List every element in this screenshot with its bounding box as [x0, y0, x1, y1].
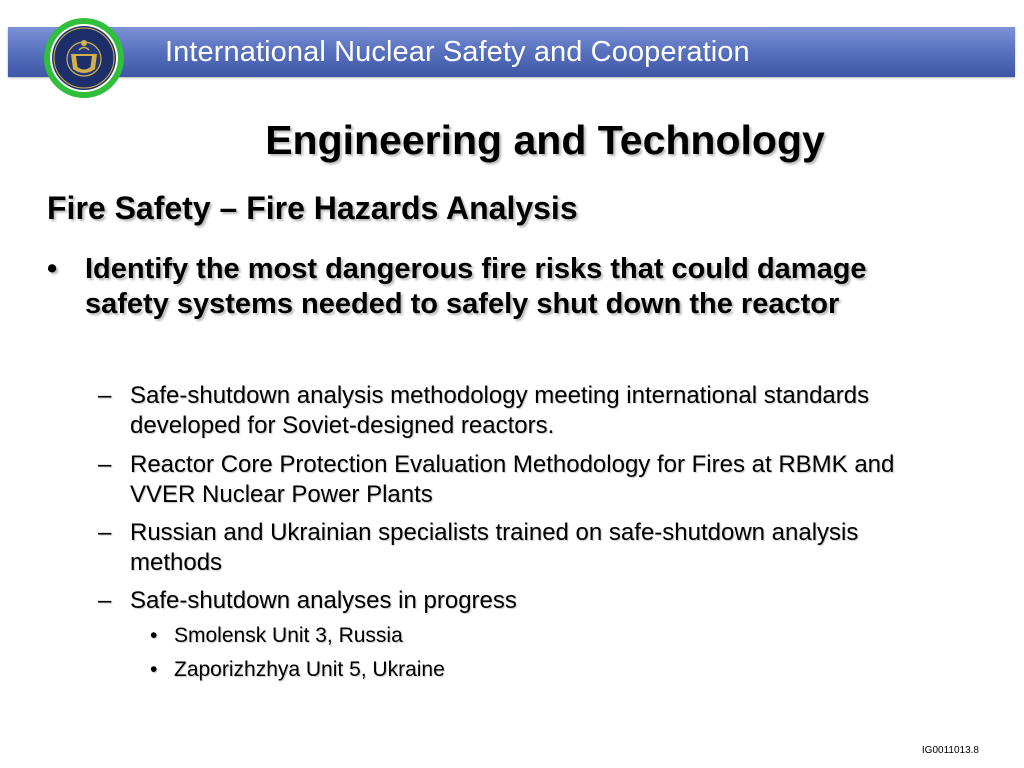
slide-id-code: IG0011013.8 [921, 745, 979, 756]
bullet-marker: • [150, 658, 158, 681]
dash-marker: – [98, 519, 112, 546]
dash-marker: – [98, 382, 112, 409]
sub-sub-bullet-text: Zaporizhzhya Unit 5, Ukraine [174, 658, 445, 681]
slide-subtitle: Fire Safety – Fire Hazards Analysis [47, 190, 578, 226]
sub-bullet-text: Russian and Ukrainian specialists trained on safe-shutdown analysis methods [130, 519, 859, 576]
doe-seal-logo [43, 17, 125, 99]
sub-bullet [98, 381, 918, 441]
sub-bullet [98, 450, 918, 510]
main-bullet [47, 252, 917, 322]
dash-marker: – [98, 587, 112, 614]
sub-bullet [98, 518, 918, 578]
sub-bullet [98, 586, 918, 616]
bullet-marker: • [150, 624, 158, 647]
sub-bullet-text: Safe-shutdown analysis methodology meeting international standards developed for Soviet-designed reactors. [130, 382, 870, 439]
sub-bullet-text: Safe-shutdown analyses in progress [130, 587, 517, 614]
slide-title: Engineering and Technology [265, 117, 825, 163]
sub-sub-bullet [150, 657, 445, 683]
sub-bullet-text: Reactor Core Protection Evaluation Methodology for Fires at RBMK and VVER Nuclear Power Plants [130, 451, 895, 508]
dash-marker: – [98, 451, 112, 478]
sub-sub-bullet [150, 623, 403, 649]
sub-sub-bullet-text: Smolensk Unit 3, Russia [174, 624, 403, 647]
main-bullet-text: Identify the most dangerous fire risks that could damage safety systems needed to safely shut down the reactor [85, 253, 867, 320]
header-title: International Nuclear Safety and Cooperation [165, 36, 750, 68]
bullet-marker: • [47, 253, 58, 285]
